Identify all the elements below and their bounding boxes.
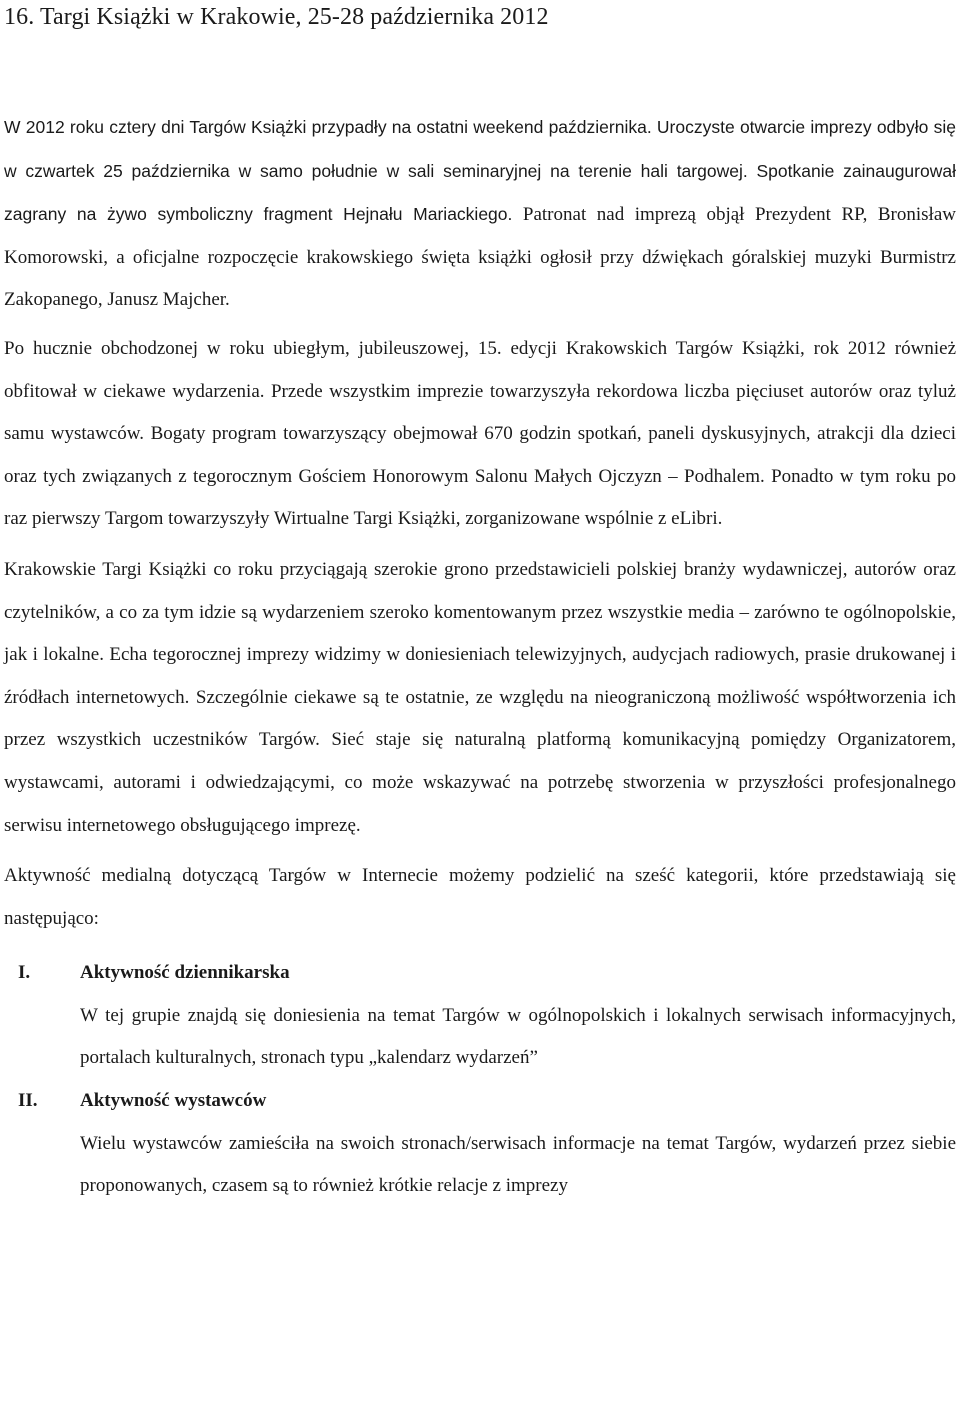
categories-list xyxy=(4,952,956,1208)
document-title: 16. Targi Książki w Krakowie, 25-28 października 2012 xyxy=(4,4,549,30)
list-item-number: II. xyxy=(18,1090,38,1112)
list-item xyxy=(4,1080,956,1208)
paragraph-categories-intro: Aktywność medialną dotyczącą Targów w Internecie możemy podzielić na sześć kategorii, które przedstawiają się następująco: xyxy=(4,865,956,929)
list-item-number: I. xyxy=(18,962,31,984)
paragraph-opening xyxy=(4,106,956,322)
list-item-body: W tej grupie znajdą się doniesienia na temat Targów w ogólnopolskich i lokalnych serwisach informacyjnych, portalach kulturalnych, stronach typu „kalendarz wydarzeń” xyxy=(80,1004,956,1069)
list-item-heading: Aktywność dziennikarska xyxy=(80,962,290,984)
list-item-body: Wielu wystawców zamieściła na swoich stronach/serwisach informacje na temat Targów, wydarzeń przez siebie proponowanych, czasem są to również krótkie relacje z imprezy xyxy=(80,1132,956,1197)
list-item xyxy=(4,952,956,1080)
paragraph-opening-fragment: W 2012 roku cztery dni Targów Książki przypadły na ostatni weekend października. Uroczyste otwarcie imprezy odbyło się w czwartek 25 października w samo południe w sali seminaryjnej na terenie hali targowej. Spotkanie zainaugurował zagrany na żywo symboliczny fragment Hejnału Mariackiego. xyxy=(4,117,956,225)
paragraph-media: Krakowskie Targi Książki co roku przyciągają szerokie grono przedstawicieli polskiej branży wydawniczej, autorów oraz czytelników, a co za tym idzie są wydarzeniem szeroko komentowanym przez wszystkie media – zarówno te ogólnopolskie, jak i lokalne. Echa tegorocznej imprezy widzimy w doniesieniach telewizyjnych, audycjach radiowych, prasie drukowanej i źródłach internetowych. Szczególnie ciekawe są te ostatnie, ze względu na nieograniczoną możliwość współtworzenia ich przez wszystkich uczestników Targów. Sieć staje się naturalną platformą komunikacyjną pomiędzy Organizatorem, wystawcami, autorami i odwiedzającymi, co może wskazywać na potrzebę stworzenia w przyszłości profesjonalnego serwisu internetowego obsługującego imprezę. xyxy=(4,558,956,836)
document-page xyxy=(4,0,956,1208)
paragraph-opening-continuation: Patronat nad imprezą objął Prezydent RP, Bronisław Komorowski, a oficjalne rozpoczęcie krakowskiego święta książki ogłosił przy dźwiękach góralskiej muzyki Burmistrz Zakopanego, Janusz Majcher. xyxy=(4,204,956,311)
list-item-heading: Aktywność wystawców xyxy=(80,1090,267,1112)
paragraph-anniversary: Po hucznie obchodzonej w roku ubiegłym, jubileuszowej, 15. edycji Krakowskich Targów Książki, rok 2012 również obfitował w ciekawe wydarzenia. Przede wszystkim imprezie towarzyszyła rekordowa liczba pięciuset autorów oraz tyluż samu wystawców. Bogaty program towarzyszący obejmował 670 godzin spotkań, paneli dyskusyjnych, atrakcji dla dzieci oraz tych związanych z tegorocznym Gościem Honorowym Salonu Małych Ojczyzn – Podhalem. Ponadto w tym roku po raz pierwszy Targom towarzyszyły Wirtualne Targi Książki, zorganizowane wspólnie z eLibri. xyxy=(4,337,956,530)
